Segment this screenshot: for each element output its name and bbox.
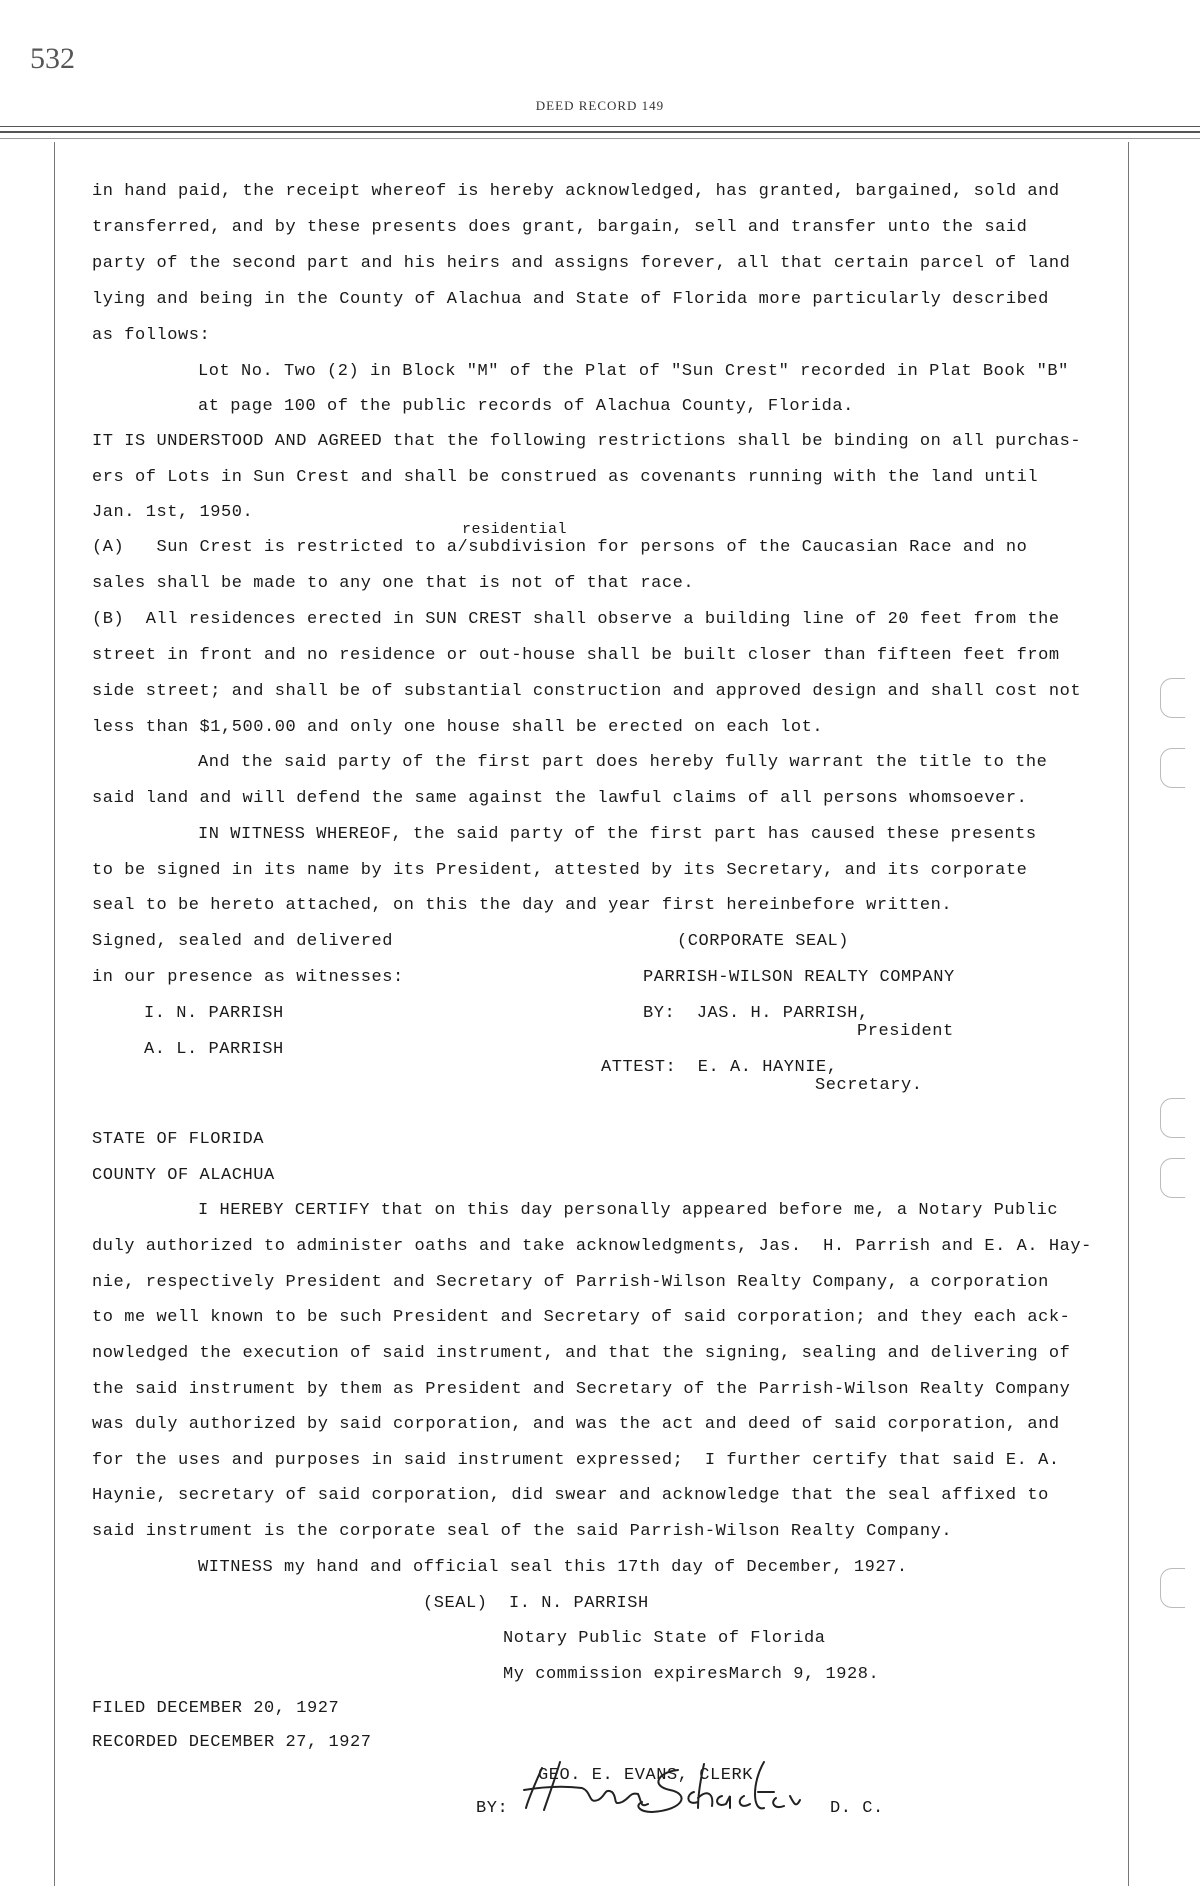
venue-county: COUNTY OF ALACHUA: [92, 1166, 275, 1185]
filed-date: FILED DECEMBER 20, 1927: [92, 1699, 340, 1718]
acknowledgment-text: to me well known to be such President and Secretary of said corporation; and they each ack-: [92, 1308, 1071, 1327]
acknowledgment-text: I HEREBY CERTIFY that on this day personally appeared before me, a Notary Public: [198, 1201, 1059, 1220]
notary-commission: My commission expiresMarch 9, 1928.: [503, 1665, 880, 1684]
restrictions-intro: IT IS UNDERSTOOD AND AGREED that the following restrictions shall be binding on all purchas-: [92, 432, 1082, 451]
right-margin-line: [1128, 142, 1129, 1886]
acknowledgment-text: Haynie, secretary of said corporation, did swear and acknowledge that the seal affixed to: [92, 1486, 1049, 1505]
secretary-title: Secretary.: [815, 1076, 923, 1095]
lot-description: at page 100 of the public records of Alachua County, Florida.: [198, 397, 854, 416]
clerk-name: GEO. E. EVANS, CLERK: [538, 1766, 754, 1785]
testimonium-clause: IN WITNESS WHEREOF, the said party of the first part has caused these presents: [198, 825, 1037, 844]
venue-state: STATE OF FLORIDA: [92, 1130, 265, 1149]
interlinear-insertion: residential: [462, 521, 568, 538]
restriction-b: (B) All residences erected in SUN CREST shall observe a building line of 20 feet from the: [92, 610, 1060, 629]
page-number: 532: [30, 42, 75, 75]
witness-name: I. N. PARRISH: [144, 1004, 284, 1023]
restrictions-intro: ers of Lots in Sun Crest and shall be construed as covenants running with the land until: [92, 468, 1039, 487]
warranty-clause: said land and will defend the same against the lawful claims of all persons whomsoever.: [92, 789, 1028, 808]
corporate-seal-label: (CORPORATE SEAL): [677, 932, 850, 951]
acknowledgment-text: for the uses and purposes in said instrument expressed; I further certify that said E. A.: [92, 1451, 1060, 1470]
notary-seal-line: (SEAL) I. N. PARRISH: [423, 1594, 649, 1613]
binder-tab: [1160, 678, 1185, 718]
lot-description: Lot No. Two (2) in Block "M" of the Plat of "Sun Crest" recorded in Plat Book "B": [198, 362, 1069, 381]
restrictions-intro: Jan. 1st, 1950.: [92, 503, 254, 522]
header-rule: [0, 131, 1200, 133]
binder-tab: [1160, 1568, 1185, 1608]
restriction-b: street in front and no residence or out-house shall be built closer than fifteen feet from: [92, 646, 1060, 665]
testimonium-clause: to be signed in its name by its President, attested by its Secretary, and its corporate: [92, 861, 1028, 880]
recorded-date: RECORDED DECEMBER 27, 1927: [92, 1733, 372, 1752]
company-name: PARRISH-WILSON REALTY COMPANY: [643, 968, 955, 987]
header-rule: [0, 126, 1200, 127]
secretary-attestation: ATTEST: E. A. HAYNIE,: [601, 1058, 838, 1077]
notary-witness-clause: WITNESS my hand and official seal this 17th day of December, 1927.: [198, 1558, 908, 1577]
book-title: DEED RECORD 149: [535, 98, 665, 113]
warranty-clause: And the said party of the first part does hereby fully warrant the title to the: [198, 753, 1048, 772]
restriction-a: (A) Sun Crest is restricted to a/subdivision for persons of the Caucasian Race and no: [92, 538, 1028, 557]
notary-title: Notary Public State of Florida: [503, 1629, 826, 1648]
left-margin-line: [54, 142, 55, 1886]
acknowledgment-text: duly authorized to administer oaths and take acknowledgments, Jas. H. Parrish and E. A. Hay-: [92, 1237, 1092, 1256]
president-title: President: [857, 1022, 954, 1041]
president-signature: BY: JAS. H. PARRISH,: [643, 1004, 869, 1023]
acknowledgment-text: was duly authorized by said corporation, and was the act and deed of said corporation, and: [92, 1415, 1060, 1434]
attestation-label: in our presence as witnesses:: [92, 968, 404, 987]
header-rule: [0, 138, 1200, 139]
binder-tab: [1160, 748, 1185, 788]
deed-text-line: as follows:: [92, 326, 211, 345]
deed-text-line: lying and being in the County of Alachua and State of Florida more particularly described: [92, 290, 1049, 309]
deed-text-line: party of the second part and his heirs and assigns forever, all that certain parcel of land: [92, 254, 1071, 273]
deputy-clerk-label: D. C.: [830, 1799, 884, 1818]
binder-tab: [1160, 1098, 1185, 1138]
acknowledgment-text: nie, respectively President and Secretary of Parrish-Wilson Realty Company, a corporation: [92, 1273, 1049, 1292]
testimonium-clause: seal to be hereto attached, on this the day and year first hereinbefore written.: [92, 896, 953, 915]
deed-text-line: transferred, and by these presents does grant, bargain, sell and transfer unto the said: [92, 218, 1028, 237]
restriction-b: side street; and shall be of substantial construction and approved design and shall cost not: [92, 682, 1082, 701]
handwritten-signature: [508, 1752, 808, 1822]
restriction-b: less than $1,500.00 and only one house shall be erected on each lot.: [92, 718, 824, 737]
acknowledgment-text: the said instrument by them as President and Secretary of the Parrish-Wilson Realty Company: [92, 1380, 1071, 1399]
deputy-clerk-by: BY:: [476, 1799, 509, 1818]
deed-text-line: in hand paid, the receipt whereof is hereby acknowledged, has granted, bargained, sold and: [92, 182, 1060, 201]
attestation-label: Signed, sealed and delivered: [92, 932, 394, 951]
acknowledgment-text: nowledged the execution of said instrument, and that the signing, sealing and delivering of: [92, 1344, 1071, 1363]
acknowledgment-text: said instrument is the corporate seal of the said Parrish-Wilson Realty Company.: [92, 1522, 953, 1541]
restriction-a: sales shall be made to any one that is not of that race.: [92, 574, 695, 593]
witness-name: A. L. PARRISH: [144, 1040, 284, 1059]
binder-tab: [1160, 1158, 1185, 1198]
